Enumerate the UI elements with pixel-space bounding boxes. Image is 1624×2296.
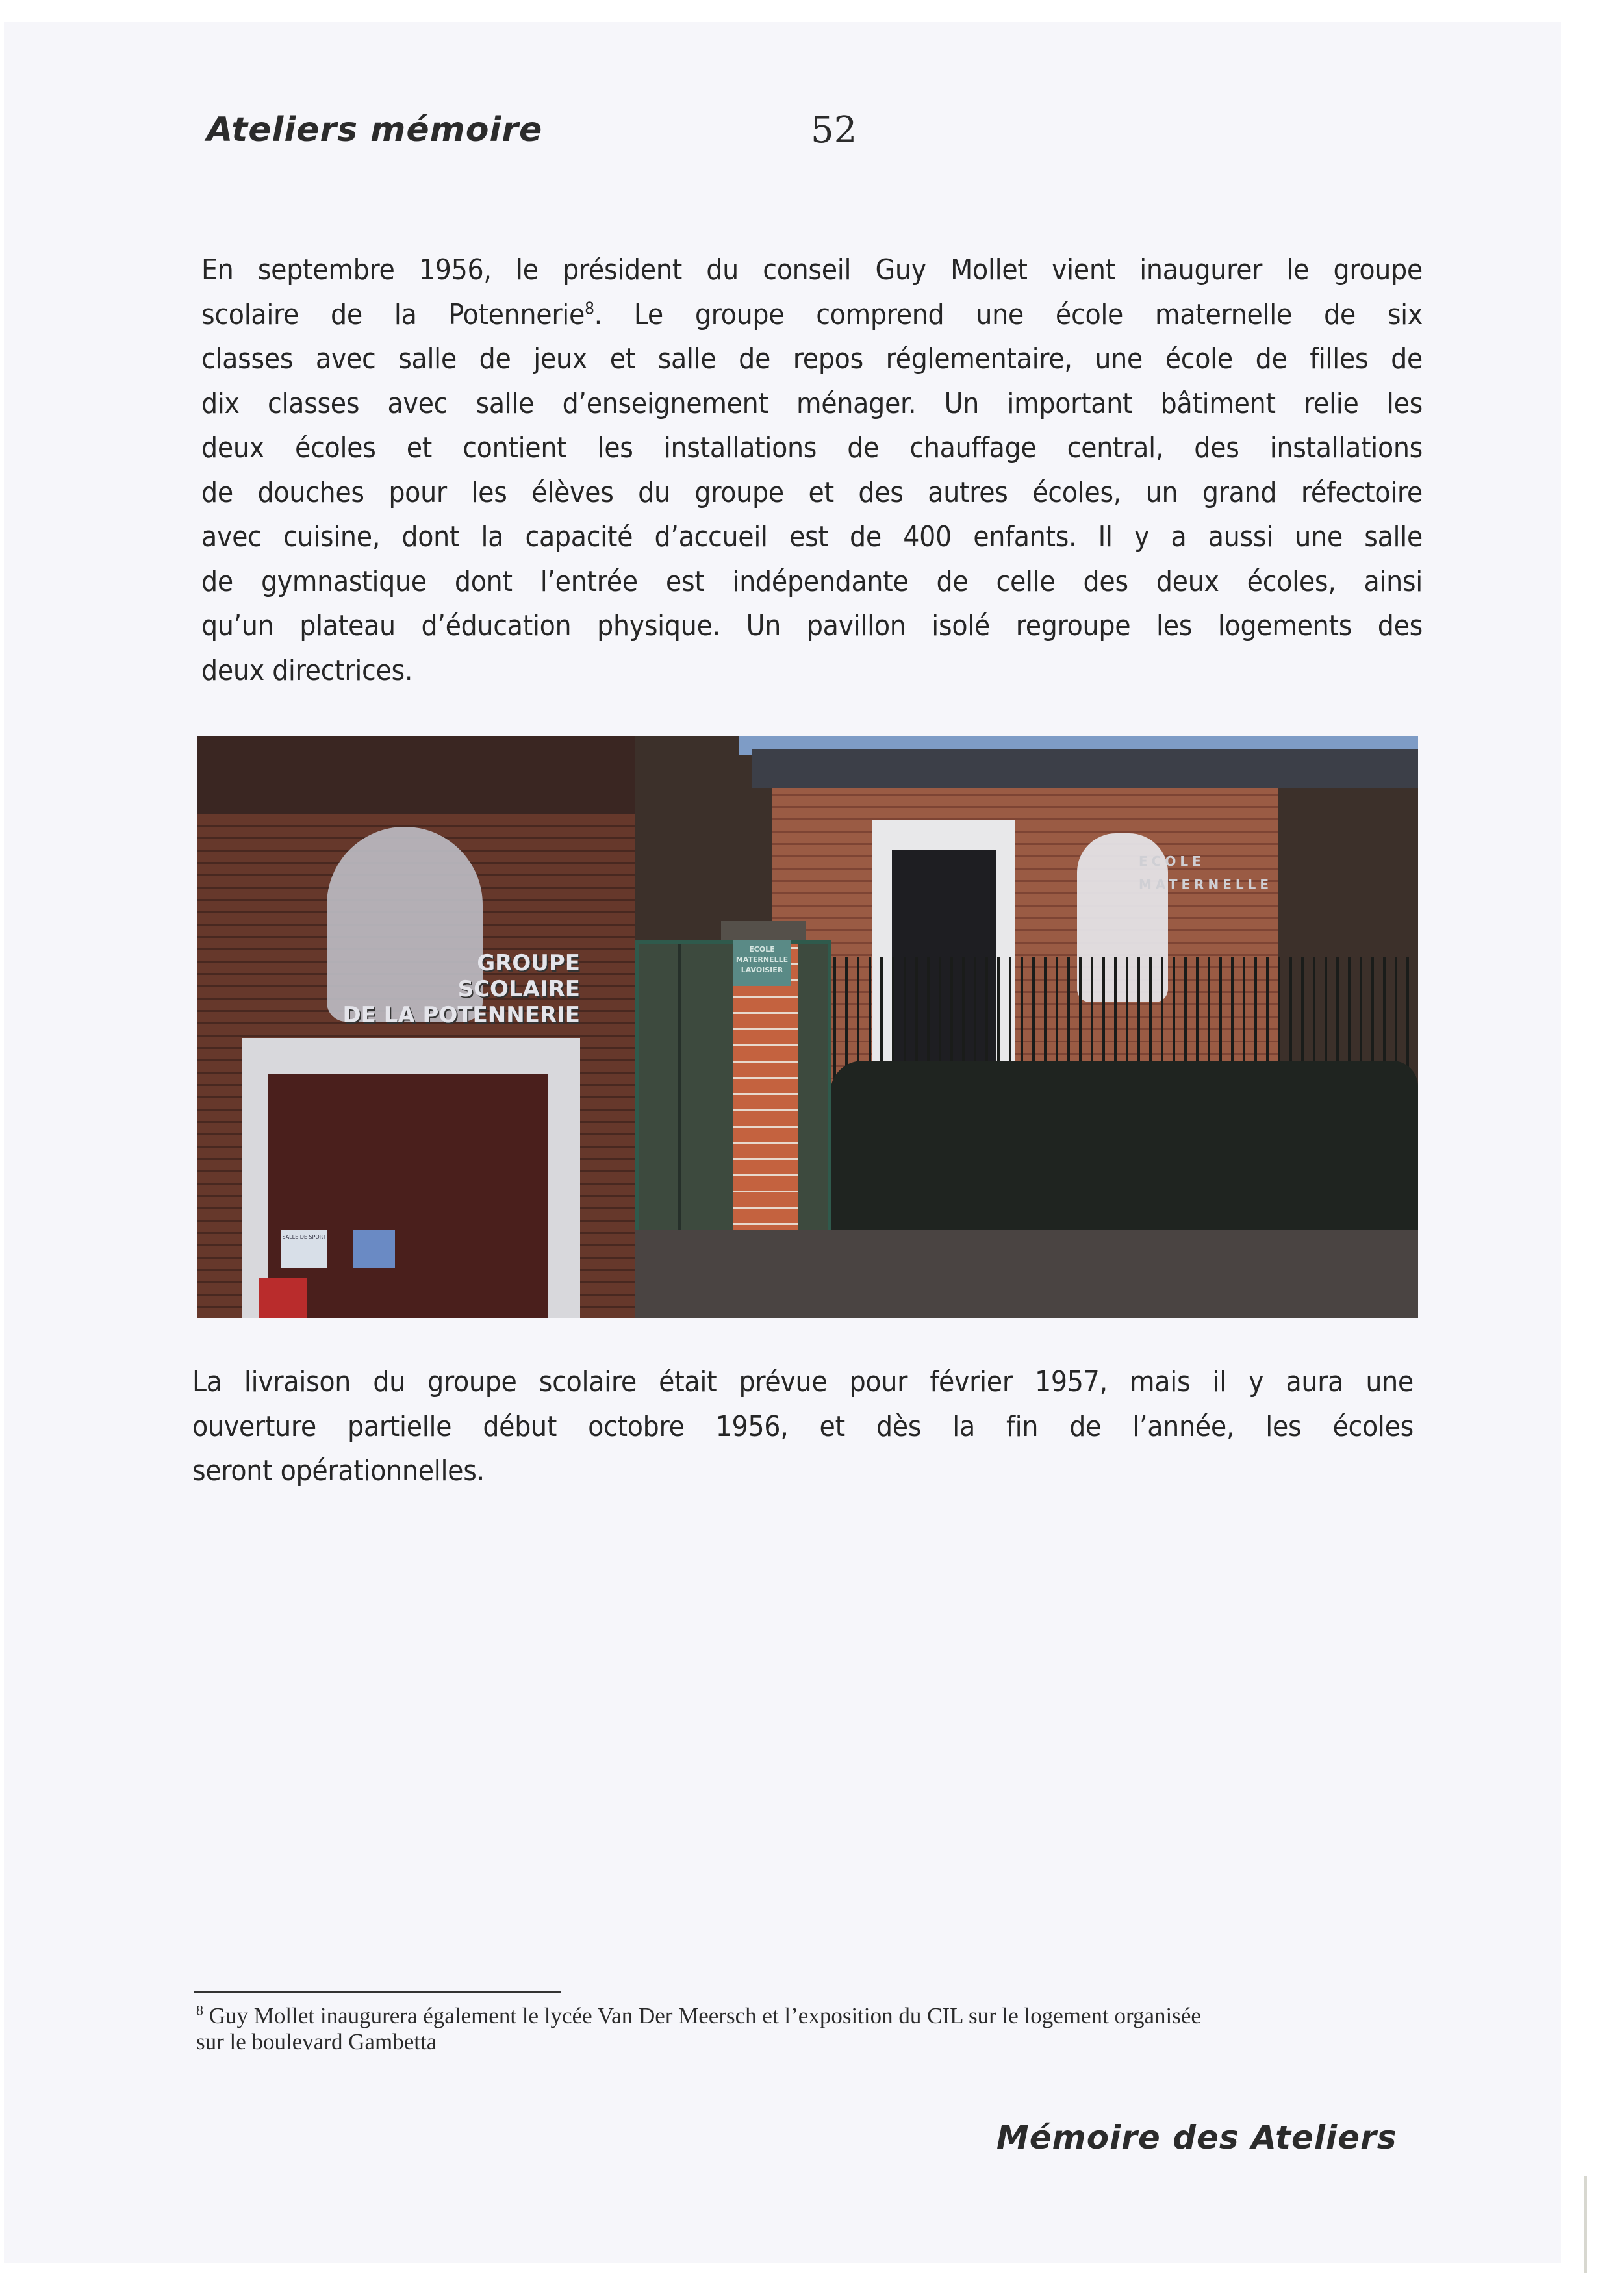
photo-potennerie-entrance [197,736,635,1318]
pavement [635,1230,1418,1318]
text-line: scolaire de la Potennerie$^8$. Le groupe comprend une école maternelle de six [201,297,1423,331]
paragraph-inauguration [201,248,1423,693]
text-line: qu’un plateau d’éducation physique. Un pavillon isolé regroupe les logements des [201,609,1423,642]
entrance-door [268,1074,548,1318]
school-entrances-photo [197,736,1418,1318]
text-line: seront opérationnelles. [192,1454,485,1487]
photo-ecole-maternelle-gate [635,736,1418,1318]
text-line: classes avec salle de jeux et salle de repos réglementaire, une école de filles de [201,342,1423,375]
paragraph-delivery [192,1360,1414,1494]
footnote-separator [194,1991,561,1993]
footnote-number: 8 [196,2002,203,2019]
running-header-title: Ateliers mémoire [207,110,543,149]
footnote-text-line-2: sur le boulevard Gambetta [196,2029,437,2054]
text-line: La livraison du groupe scolaire était prévue pour février 1957, mais il y aura une [192,1365,1414,1398]
text-line: de gymnastique dont l’entrée est indépendante de celle des deux écoles, ainsi [201,564,1423,598]
page-number: 52 [811,109,857,151]
text-line: deux directrices. [201,653,413,687]
pillar-cap [721,921,806,940]
school-name-plaque: ECOLE MATERNELLE LAVOISIER [733,940,791,986]
hedge [830,1061,1418,1230]
text-line: ouverture partielle début octobre 1956, et dès la fin de l’année, les écoles [192,1409,1414,1443]
page-edge-shadow [1584,2176,1587,2273]
red-panel [259,1278,307,1318]
roof [752,749,1418,788]
text-line: dix classes avec salle d’enseignement ménager. Un important bâtiment relie les [201,386,1423,420]
text-line: avec cuisine, dont la capacité d’accueil est de 400 enfants. Il y a aussi une salle [201,520,1423,553]
footnote [196,2003,1417,2055]
footnote-text-line-1: Guy Mollet inaugurera également le lycée Van Der Meersch et l’exposition du CIL sur le logement organisée [209,2003,1201,2028]
running-footer-title: Mémoire des Ateliers [996,2119,1397,2156]
door-notice: SALLE DE SPORT [281,1230,327,1268]
door-notice-blue [353,1230,395,1268]
ecole-wall-lettering: ECOLE MATERNELLE [1139,853,1273,892]
groupe-scolaire-sign: GROUPE SCOLAIRE DE LA POTENNERIE [342,950,580,1028]
text-line: de douches pour les élèves du groupe et des autres écoles, un grand réfectoire [201,475,1423,509]
text-line: En septembre 1956, le président du conseil Guy Mollet vient inaugurer le groupe [201,253,1423,286]
footnote-reference[interactable]: 8 [585,298,594,318]
text-line: deux écoles et contient les installations de chauffage central, des installations [201,431,1423,464]
